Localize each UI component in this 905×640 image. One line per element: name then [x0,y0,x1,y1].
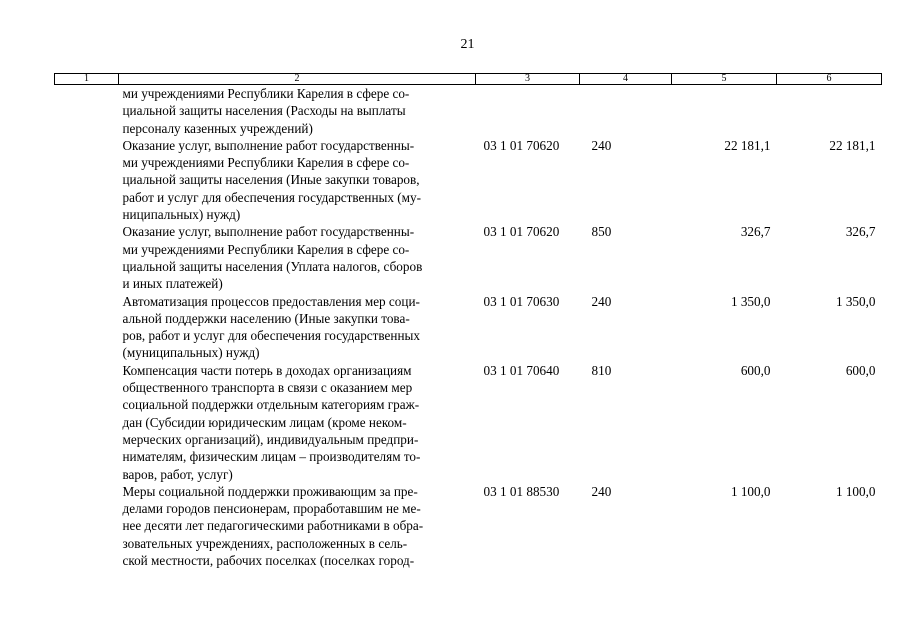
description-line: Меры социальной поддержки проживающим за пре- [122,483,418,499]
budget-code-cell: 03 1 01 70640 [483,362,560,378]
description-cell [119,85,476,137]
expense-type-cell: 240 [591,137,612,153]
description-line: альной поддержки населению (Иные закупки това- [122,310,410,326]
table-row [55,85,882,137]
header-row [55,74,882,85]
description-line: (муниципальных) нужд) [122,345,260,361]
budget-code-cell [476,85,580,137]
row-number-cell [55,137,119,223]
description-line: Оказание услуг, выполнение работ государственны- [122,224,415,240]
description-line: работ и услуг для обеспечения государственных (му- [122,189,421,205]
amount-cell-year2: 1 350,0 [835,293,876,309]
budget-code-cell: 03 1 01 70630 [483,293,560,309]
description-line: Компенсация части потерь в доходах организациям [122,362,412,378]
budget-code-cell: 03 1 01 88530 [483,483,560,499]
description-line: Оказание услуг, выполнение работ государственны- [122,137,415,153]
description-line: персоналу казенных учреждений) [122,120,313,136]
description-line: варов, работ, услуг) [122,466,233,482]
description-cell [119,223,476,292]
description-line: мерческих организаций), индивидуальным предпри- [122,431,419,447]
description-line: дан (Субсидии юридическим лицам (кроме неком- [122,414,407,430]
amount-cell-year2: 326,7 [845,224,876,240]
expense-type-cell: 240 [591,293,612,309]
expense-type-cell: 810 [591,362,612,378]
row-number-cell [55,362,119,483]
table-body [55,85,882,570]
description-line: нее десяти лет педагогическими работниками в обра- [122,518,424,534]
amount-cell-year1: 1 100,0 [730,483,771,499]
row-number-cell [55,85,119,137]
column-header: 3 [476,74,580,85]
column-header: 2 [119,74,476,85]
column-header: 5 [672,74,777,85]
amount-cell-year2: 22 181,1 [829,137,876,153]
budget-table [54,73,882,569]
table-row [55,362,882,483]
row-number-cell [55,223,119,292]
table-header [55,74,882,85]
row-number-cell [55,293,119,362]
amount-cell-year1: 1 350,0 [730,293,771,309]
description-cell [119,362,476,483]
description-line: зовательных учреждениях, расположенных в сель- [122,535,408,551]
table-row [55,483,882,569]
amount-cell-year1 [672,85,777,137]
budget-code-cell: 03 1 01 70620 [483,137,560,153]
description-line: делами городов пенсионерам, проработавшим не ме- [122,501,421,517]
description-line: ниципальных) нужд) [122,207,241,223]
description-line: циальной защиты населения (Иные закупки товаров, [122,172,420,188]
table-row [55,137,882,223]
description-line: общественного транспорта в связи с оказанием мер [122,380,413,396]
description-line: циальной защиты населения (Расходы на выплаты [122,103,406,119]
description-cell [119,483,476,569]
description-line: циальной защиты населения (Уплата налогов, сборов [122,258,423,274]
description-line: ской местности, рабочих поселках (поселках город- [122,553,415,569]
description-line: нимателям, физическим лицам – производителям то- [122,449,421,465]
table-row [55,223,882,292]
column-header: 4 [580,74,672,85]
description-line: Автоматизация процессов предоставления мер соци- [122,293,420,309]
description-line: ров, работ и услуг для обеспечения государственных [122,328,420,344]
expense-type-cell: 240 [591,483,612,499]
budget-code-cell: 03 1 01 70620 [483,224,560,240]
description-line: социальной поддержки отдельным категориям граж- [122,397,420,413]
column-header: 6 [777,74,882,85]
description-line: ми учреждениями Республики Карелия в сфере со- [122,86,410,101]
amount-cell-year1: 326,7 [740,224,771,240]
expense-type-cell [580,85,672,137]
amount-cell-year2: 1 100,0 [835,483,876,499]
expense-type-cell: 850 [591,224,612,240]
description-line: и иных платежей) [122,276,223,292]
amount-cell-year1: 600,0 [740,362,771,378]
amount-cell-year1: 22 181,1 [724,137,771,153]
description-cell [119,293,476,362]
page-number: 21 [460,37,475,52]
row-number-cell [55,483,119,569]
description-line: ми учреждениями Республики Карелия в сфере со- [122,155,410,171]
column-header: 1 [55,74,119,85]
description-cell [119,137,476,223]
amount-cell-year2 [777,85,882,137]
table-row [55,293,882,362]
description-line: ми учреждениями Республики Карелия в сфере со- [122,241,410,257]
amount-cell-year2: 600,0 [845,362,876,378]
